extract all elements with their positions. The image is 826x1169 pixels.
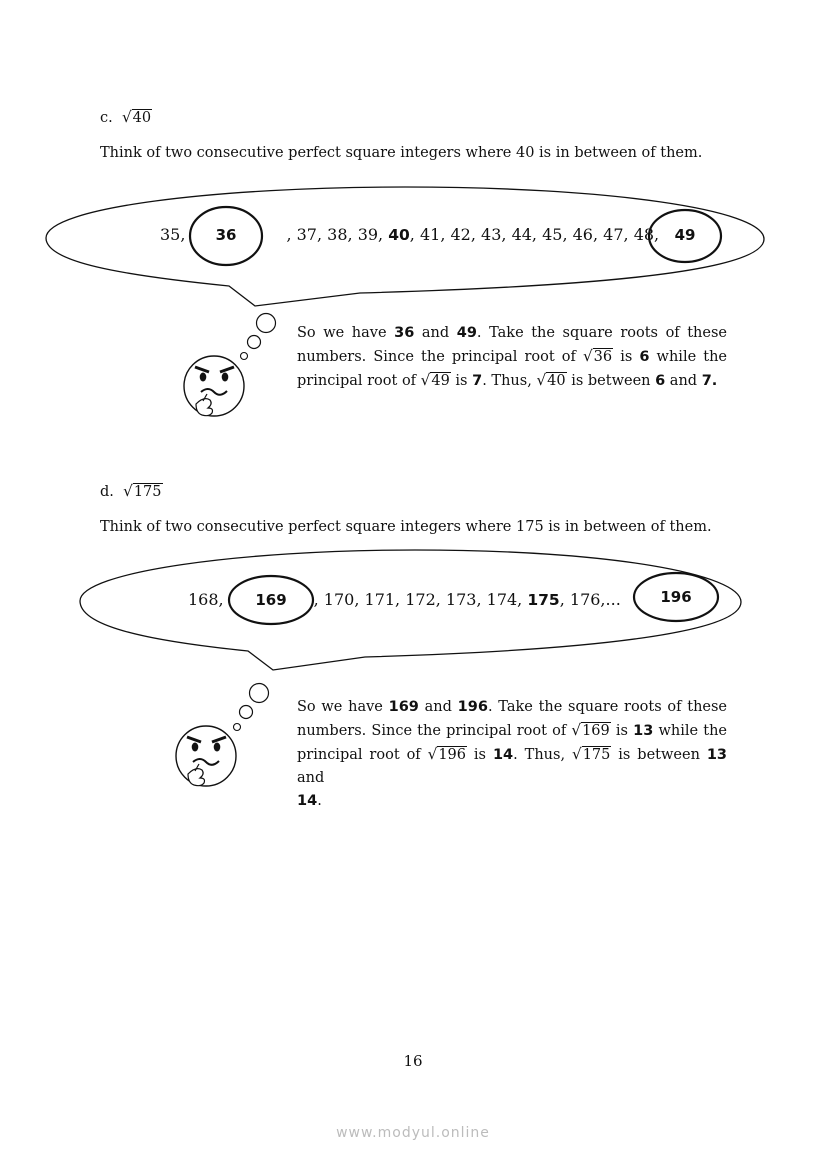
radical-169: √169 [571, 721, 610, 739]
item-d-circled-196: 196 [660, 588, 692, 606]
item-c-prompt: Think of two consecutive perfect square integers where 40 is in between of them. [100, 145, 703, 161]
radical-40: √40 [121, 108, 152, 126]
thought-dot-small [234, 724, 241, 731]
item-d-expl-line-4: 14. [297, 793, 322, 809]
thought-dot-medium [240, 706, 253, 719]
item-d-explanation [297, 696, 727, 813]
item-d-sequence: 168, , 170, 171, 172, 173, 174, 175, 176,... [188, 590, 621, 609]
item-c-sequence: 35, , 37, 38, 39, 40, 41, 42, 43, 44, 45, 46, 47, 48, [160, 225, 660, 244]
item-c-circled-49: 49 [674, 226, 696, 244]
item-d-expl-line-1: So we have 169 and 196. Take the square roots of these [297, 699, 728, 715]
item-c-expl-line-1: So we have 36 and 49. Take the square roots of these [297, 325, 728, 341]
radical-175-inline: √175 [571, 745, 611, 763]
radical-36: √36 [582, 347, 613, 365]
radical-175: √175 [123, 482, 162, 500]
thought-dot-large [250, 684, 269, 703]
thinking-face-icon [176, 726, 236, 786]
item-c-expl-line-2: numbers. Since the principal root of √36 is 6 while the [297, 345, 727, 369]
item-c-expl-line-3: principal root of √49 is 7. Thus, √40 is between 6 and 7. [297, 369, 727, 393]
radical-196: √196 [427, 745, 466, 763]
item-d-expl-line-2: numbers. Since the principal root of √169 is 13 while the [297, 719, 727, 743]
radical-49: √49 [420, 371, 450, 389]
radical-40-inline: √40 [536, 371, 566, 389]
item-d-prompt: Think of two consecutive perfect square integers where 175 is in between of them. [100, 519, 712, 535]
item-c-label: c. [100, 110, 113, 126]
item-d-expl-line-3: principal root of √196 is 14. Thus, √175 is between 13 and [297, 745, 728, 786]
page-number: 16 [403, 1052, 423, 1070]
item-d-circled-169: 169 [255, 591, 287, 609]
item-d-label: d. [100, 484, 114, 500]
item-c-circled-36: 36 [215, 226, 237, 244]
watermark: www.modyul.online [336, 1125, 490, 1141]
